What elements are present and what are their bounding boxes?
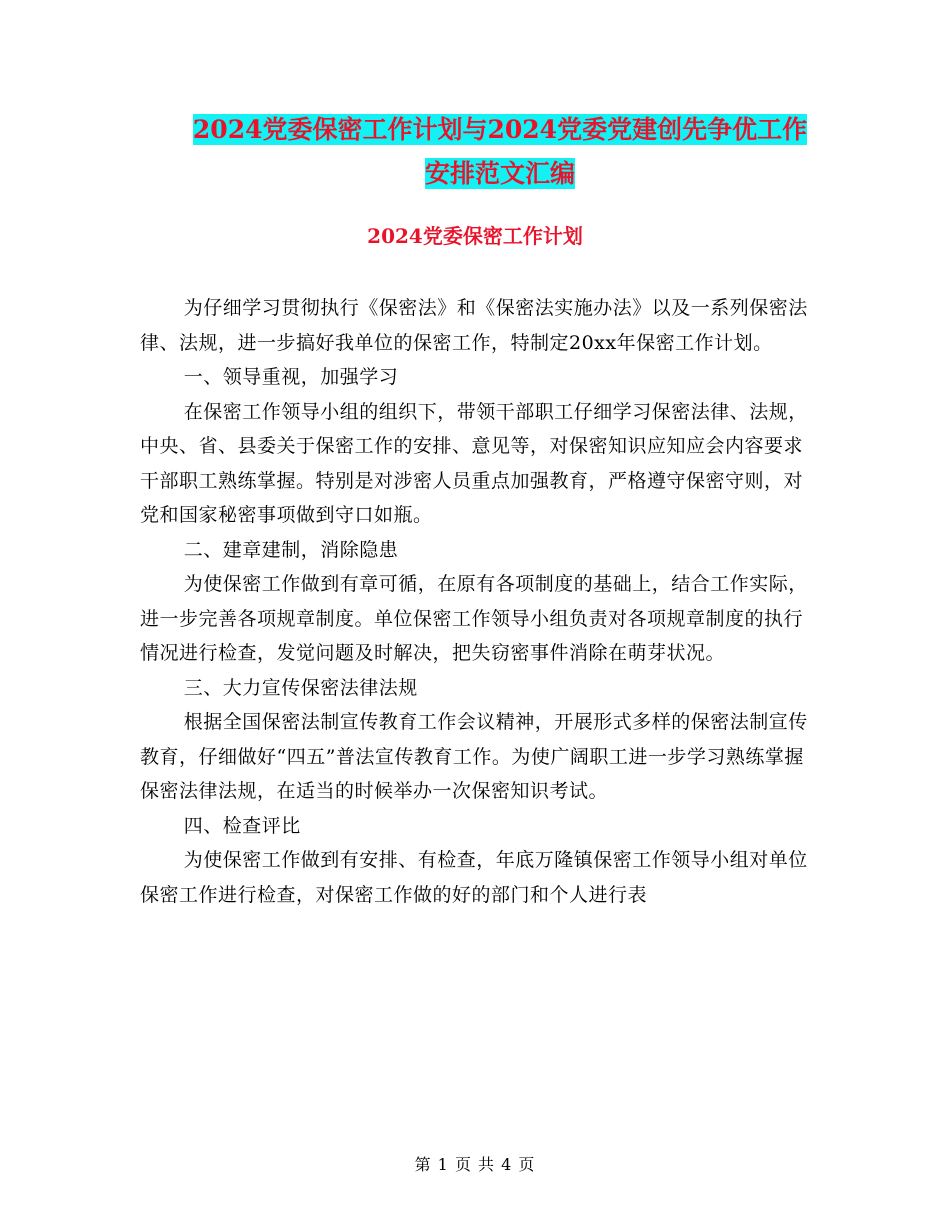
document-title [140, 108, 860, 196]
paragraph-4: 为使保密工作做到有安排、有检查，年底万隆镇保密工作领导小组对单位保密工作进行检查，对保密工作做的好的部门和个人进行表 [140, 849, 808, 906]
paragraph-1: 在保密工作领导小组的组织下，带领干部职工仔细学习保密法律、法规，中央、省、县委关于保密工作的安排、意见等，对保密知识应知应会内容要求干部职工熟练掌握。特别是对涉密人员重点加强教育，严格遵守保密守则，对党和国家秘密事项做到守口如瓶。 [140, 400, 808, 526]
title-highlight-2: 安排范文汇编 [424, 159, 575, 188]
heading-2: 二、建章建制，消除隐患 [183, 538, 399, 561]
heading-1: 一、领导重视，加强学习 [183, 366, 399, 388]
paragraph-2: 为使保密工作做到有章可循，在原有各项制度的基础上，结合工作实际，进一步完善各项规章制度。单位保密工作领导小组负责对各项规章制度的执行情况进行检查，发觉问题及时解决，把失窃密事件消除在萌芽状况。 [140, 573, 808, 664]
title-highlight-1: 2024党委保密工作计划与2024党委党建创先争优工作 [192, 115, 808, 144]
document-title-line-2 [140, 152, 860, 196]
heading-3: 三、大力宣传保密法律法规 [183, 676, 418, 699]
document-body [140, 291, 812, 912]
heading-4: 四、检查评比 [183, 814, 301, 837]
page-number-footer: 第 1 页 共 4 页 [414, 1155, 536, 1174]
section-title: 2024党委保密工作计划 [367, 224, 583, 248]
document-title-line-1 [140, 108, 860, 152]
paragraph-3: 根据全国保密法制宣传教育工作会议精神，开展形式多样的保密法制宣传教育，仔细做好“四五”普法宣传教育工作。为使广阔职工进一步学习熟练掌握保密法律法规，在适当的时候举办一次保密知识考试。 [140, 711, 808, 802]
paragraph-intro: 为仔细学习贯彻执行《保密法》和《保密法实施办法》以及一系列保密法律、法规，进一步搞好我单位的保密工作，特制定20xx年保密工作计划。 [140, 297, 808, 354]
